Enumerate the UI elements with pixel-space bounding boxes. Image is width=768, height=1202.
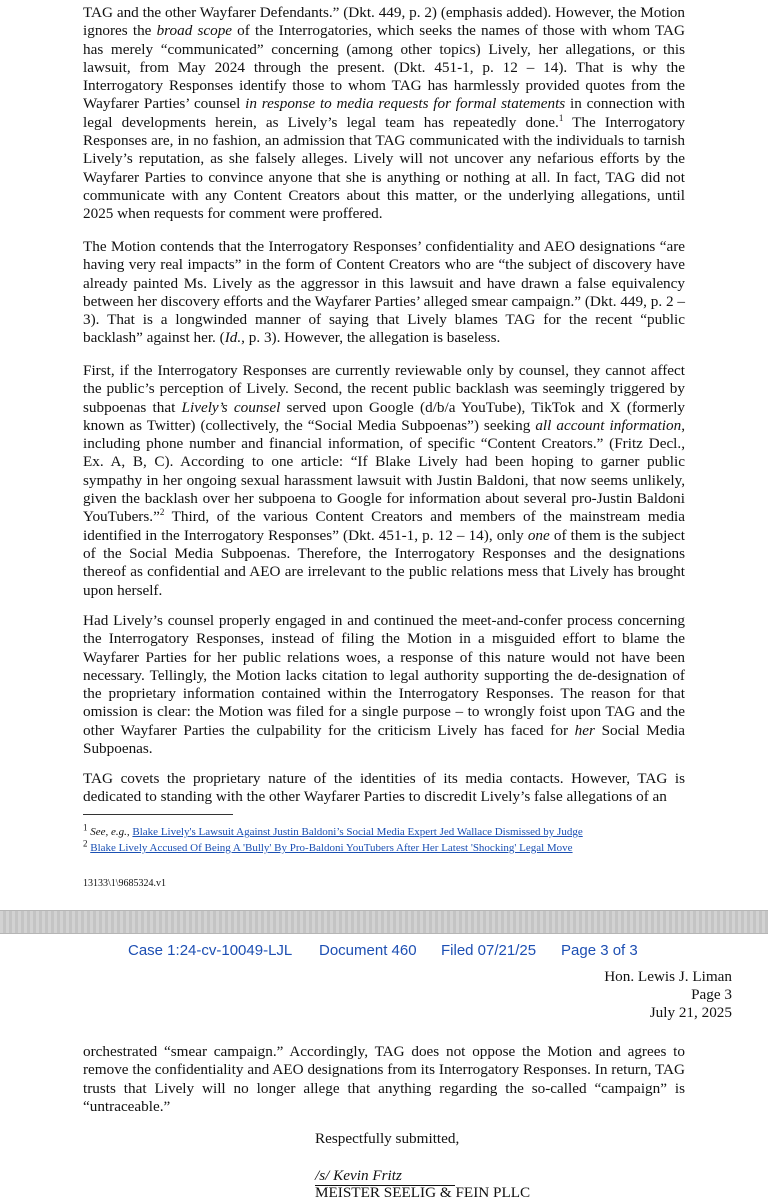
signature: /s/ Kevin Fritz — [315, 1167, 455, 1186]
page-separator — [0, 910, 768, 934]
footnote-divider — [83, 814, 233, 815]
paragraph-2: The Motion contends that the Interrogatory Responses’ confidentiality and AEO designations “are having very real impacts” in the form of Content Creators who are “the subject of discovery have already painted Ms. Lively as the aggressor in this lawsuit and have drawn a false equivalency between her discovery efforts and the Wayfarer Parties’ alleged smear campaign.” (Dkt. 449, p. 2 – 3). That is a longwinded manner of saying that Lively blames TAG for the recent “public backlash” against her. (Id., p. 3). However, the allegation is baseless. — [83, 238, 685, 347]
page-label: Page 3 — [691, 986, 732, 1003]
paragraph-3: First, if the Interrogatory Responses are currently reviewable only by counsel, they cannot affect the public’s perception of Lively. Second, the recent public backlash was seemingly triggered by subpoenas that Lively’s counsel served upon Google (d/b/a YouTube), TikTok and X (formerly known as Twitter) (collectively, the “Social Media Subpoenas”) seeking all account information, including phone number and financial information, of specific “Content Creators.” (Fritz Decl., Ex. A, B, C). According to one article: “If Blake Lively had been hoping to garner public sympathy in her ongoing sexual harassment lawsuit with Justin Baldoni, that now seems unlikely, given the backlash over her subpoena to Google for information about several pro-Justin Baldoni YouTubers.”$^2$ Third, of the various Content Creators and members of the mainstream media identified in the Interrogatory Responses” (Dkt. 451-1, p. 12 – 14), only one of them is the subject of the Social Media Subpoenas. Therefore, the Interrogatory Responses and the designations thereof as confidential and AEO are irrelevant to the public relations mess that Lively has brought upon herself. — [83, 362, 686, 599]
footnote-2-link[interactable]: Blake Lively Accused Of Being A 'Bully' By Pro-Baldoni YouTubers After Her Latest 'Shocking' Legal Move — [90, 842, 573, 854]
footnote-1: $^1$ See, e.g., Blake Lively's Lawsuit Against Justin Baldoni’s Social Media Expert Jed Wallace Dismissed by Judge — [83, 822, 583, 838]
filed-date: Filed 07/21/25 — [441, 942, 537, 959]
paragraph-5: TAG covets the proprietary nature of the identities of its media contacts. However, TAG is dedicated to standing with the other Wayfarer Parties to discredit Lively’s false allegations of an — [83, 770, 685, 806]
footnote-ref-2[interactable]: 2 — [159, 507, 165, 518]
footnote-2: $^2$ Blake Lively Accused Of Being A 'Bully' By Pro-Baldoni YouTubers After Her Latest 'Shocking' Legal Move — [83, 838, 573, 854]
page-count: Page 3 of 3 — [561, 942, 638, 959]
letter-date: July 21, 2025 — [649, 1004, 732, 1021]
footnote-ref-1[interactable]: 1 — [558, 112, 564, 123]
judge-name: Hon. Lewis J. Liman — [604, 968, 732, 985]
document-number: Document 460 — [319, 942, 417, 959]
firm-name: MEISTER SEELIG & FEIN PLLC — [315, 1184, 531, 1201]
footnote-1-link[interactable]: Blake Lively's Lawsuit Against Justin Baldoni’s Social Media Expert Jed Wallace Dismissed by Judge — [132, 826, 583, 838]
paragraph-4: Had Lively’s counsel properly engaged in and continued the meet-and-confer process concerning the Interrogatory Responses, instead of filing the Motion in a misguided effort to blame the Wayfarer Parties for her public relations woes, a response of this nature would not have been necessary. Tellingly, the Motion lacks citation to legal authority supporting the de-designation of the proprietary information contained within the Interrogatory Responses. The reason for that omission is clear: the Motion was filed for a single purpose – to wrongly foist upon TAG and the other Wayfarer Parties the culpability for the criticism Lively has faced for her Social Media Subpoenas. — [83, 612, 685, 758]
paragraph-1: TAG and the other Wayfarer Defendants.” (Dkt. 449, p. 2) (emphasis added). However, the Motion ignores the broad scope of the Interrogatories, which seeks the names of those with whom TAG has merely “communicated” concerning (among other topics) Lively, her allegations, or this lawsuit, from May 2024 through the present. (Dkt. 451-1, p. 12 – 14). That is why the Interrogatory Responses identify those to whom TAG has harmlessly provided quotes from the Wayfarer Parties’ counsel in response to media requests for formal statements in connection with legal developments herein, as Lively’s legal team has repeatedly done.$^1$ The Interrogatory Responses are, in no fashion, an admission that TAG communicated with the individuals to tarnish Lively’s reputation, as she falsely alleges. Lively will not uncover any nefarious efforts by the Wayfarer Parties to convince anyone that she is anything or nothing at all. In fact, TAG did not communicate with any Content Creators about this matter, or the underlying allegations, until 2025 when requests for comment were proffered. — [83, 4, 686, 223]
case-header — [0, 940, 768, 962]
document-id: 13133\1\9685324.v1 — [83, 878, 167, 889]
letter-header — [604, 968, 732, 1022]
case-number: Case 1:24-cv-10049-LJL — [128, 942, 293, 959]
closing-salutation: Respectfully submitted, — [315, 1130, 460, 1147]
paragraph-closing: orchestrated “smear campaign.” Accordingly, TAG does not oppose the Motion and agrees to remove the confidentiality and AEO designations from its Interrogatory Responses. In return, TAG trusts that Lively will no longer allege that anything regarding the so-called “campaign” is “untraceable.” — [83, 1043, 685, 1115]
